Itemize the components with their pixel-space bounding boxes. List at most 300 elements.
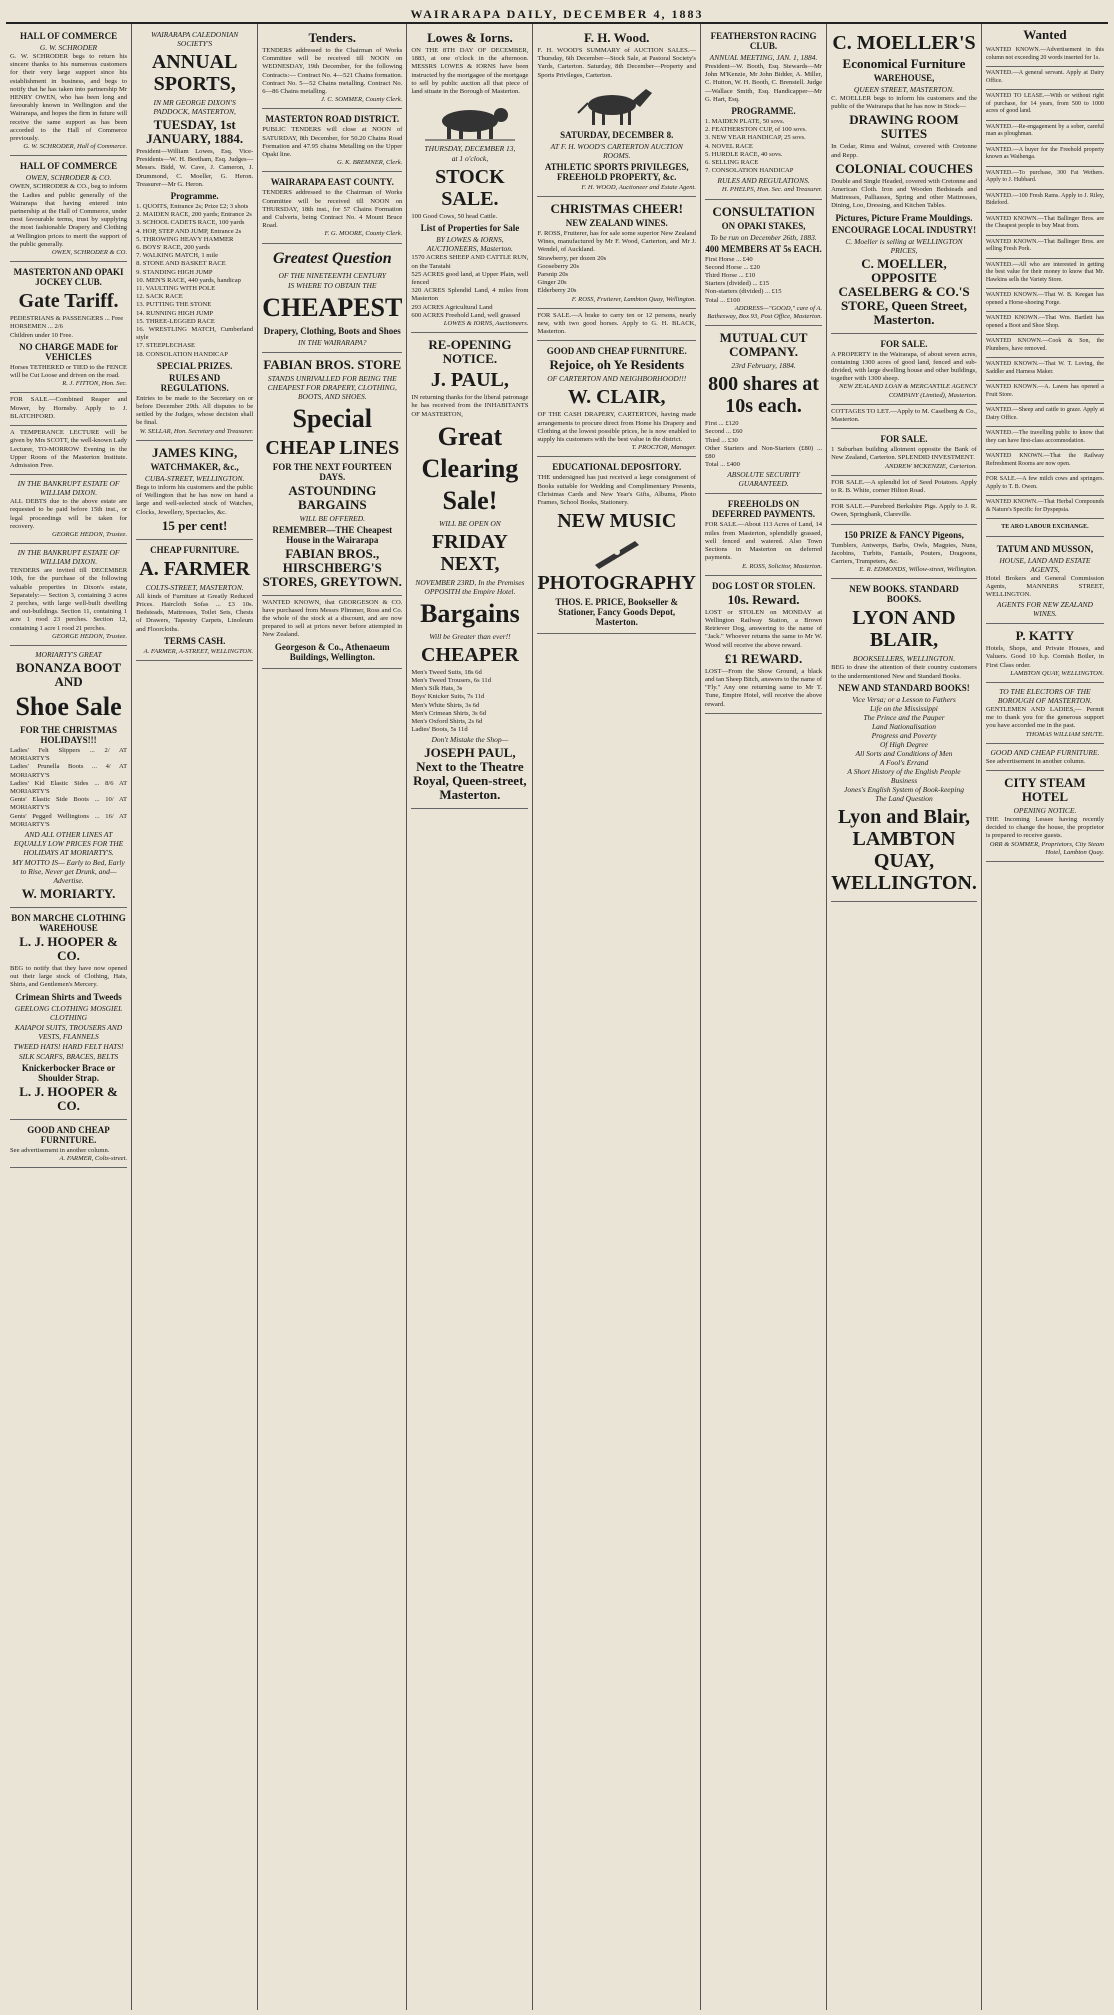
ad-heading: BON MARCHE CLOTHING WAREHOUSE: [11, 912, 126, 933]
ad-heading: MORIARTY'S GREAT: [35, 649, 102, 659]
column-1: [6, 24, 132, 2010]
ad-heading: FEATHERSTON RACING CLUB.: [710, 31, 817, 51]
ad-heading: MASTERTON AND OPAKI JOCKEY CLUB.: [13, 267, 124, 288]
ad-body: FOR SALE.—Purebred Berkshire Pigs. Apply to J. R. Owen, Springbank, Clareville.: [831, 503, 977, 519]
ad-title-large: Special: [292, 403, 372, 433]
column-4: [407, 24, 533, 2010]
rules-title: RULES AND REGULATIONS.: [160, 372, 229, 393]
ad-caledonian-sports: [136, 26, 253, 441]
ad-title: CHEAPER: [421, 643, 519, 666]
wanted-ad: WANTED KNOWN.—That Herbal Compounds & Nature's Specific for Dyspepsia.: [986, 496, 1104, 519]
list-item: Second ... £60: [705, 428, 743, 436]
ad-note: ABSOLUTE SECURITY GUARANTEED.: [727, 470, 800, 489]
list-item: Men's Tweed Trousers, 6s 11d: [411, 677, 492, 685]
ad-line: GEELONG CLOTHING MOSGIEL CLOTHING: [14, 1003, 123, 1022]
list-item: 3. NEW YEAR HANDICAP, 25 sovs.: [705, 134, 806, 142]
ad-heading: IN THE BANKRUPT ESTATE OF WILLIAM DIXON.: [17, 479, 120, 498]
ad-body: A TEMPERANCE LECTURE will be given by Mrs SCOTT, the well-known Lady Lecturer, TO-MORROW Evening in the Upper Room of the Masterton Institute. Admission Free.: [10, 429, 128, 469]
tariff-row: HORSEMEN ... 2/6: [10, 323, 63, 331]
list-item: 2. FEATHERSTON CUP, of 100 sovs.: [705, 126, 807, 134]
ad-note: AND ALL OTHER LINES AT EQUALLY LOW PRICES FOR THE HOLIDAYS AT MORIARTY'S.: [13, 829, 124, 857]
list-item: Ladies' Prunella Boots ... 4/ AT MORIARTY'S: [10, 763, 128, 779]
list-item: 6. BOYS' RACE, 200 yards: [136, 244, 210, 252]
ad-line: SILK SCARFS, BRACES, BELTS: [18, 1051, 119, 1061]
list-item: 7. CONSOLATION HANDICAP: [705, 167, 794, 175]
ad-heading: HALL OF COMMERCE: [19, 161, 118, 172]
list-item: 13. PUTTING THE STONE: [136, 301, 212, 309]
wanted-ad: WANTED.—A buyer for the Freehold property known as Waihenga.: [986, 144, 1104, 167]
ad-title: TATUM AND MUSSON,: [996, 543, 1094, 554]
ad-heading: HALL OF COMMERCE: [19, 31, 118, 41]
ad-title: Rejoice, oh Ye Residents: [549, 357, 685, 373]
column-2: [132, 24, 258, 2010]
list-item: 5. THROWING HEAVY HAMMER: [136, 235, 234, 243]
ad-body: THE Incoming Lessee having recently decided to change the house, the proprietor is prepared to receive guests.: [985, 815, 1104, 840]
ad-body: In Cedar, Rimu and Walnut, covered with Cretonne and Repp.: [831, 143, 977, 159]
ad-body: President—William Lowes, Esq. Vice-Presidents—W. H. Beetham, Esq. Judges—Messrs. Bidd, W. Cave, J. Cameron, J. Drummond, C. Moeller, G. Heron. Treasurer—Mr G. Heron.: [136, 148, 254, 188]
list-item: 10. MEN'S RACE, 440 yards, handicap: [136, 276, 241, 284]
ad-heading: EDUCATIONAL DEPOSITORY.: [552, 462, 682, 473]
ad-headline: 400 MEMBERS AT 5s EACH.: [705, 243, 822, 254]
ad-signature: C. MOELLER, OPPOSITE CASELBERG & CO.'S STORE, Queen Street, Masterton.: [838, 255, 970, 327]
ad-signature: W. MORIARTY.: [21, 885, 116, 901]
ad-heading: JAMES KING,: [152, 444, 238, 460]
ad-signature: NEW ZEALAND LOAN & MERCANTILE AGENCY COMPANY (Limited), Masterton.: [839, 383, 977, 399]
ad-title: LYON AND BLAIR,: [852, 607, 956, 652]
ad-title: ON OPAKI STAKES,: [721, 220, 806, 231]
list-item: Strawberry, per dozen 20s: [537, 254, 607, 262]
ad-title-large: Bargains: [420, 598, 520, 628]
ad-heading: FREEHOLDS ON DEFERRED PAYMENTS.: [712, 499, 816, 520]
ad-body: FOR SALE.—A brake to carry ten or 12 persons, nearly new, with two good horses. Apply to G. H. BLACK, Masterton.: [537, 311, 696, 336]
ad-body: PUBLIC TENDERS will close at NOON of SATURDAY, 8th December, for 50.20 Chains Road Formation and 47.95 chains Metalling on the Upper Opaki line.: [262, 126, 403, 159]
ad-body: LOST or STOLEN on MONDAY at Wellington Railway Station, a Brown Retriever Dog, answering to the name of "Jack." Whoever returns the same to Mr W. Wood will receive the above reward.: [705, 608, 823, 649]
ad-cheap-furniture-ref: [10, 1120, 127, 1168]
list-item: The Land Question: [875, 793, 933, 803]
list-item: Men's Crimean Shirts, 3s 6d: [411, 709, 486, 717]
list-item: Non-starters (divided) ... £15: [705, 288, 782, 296]
sale-date: THURSDAY, DECEMBER 13,: [424, 144, 516, 154]
ad-body: GENTLEMEN AND LADIES,— Permit me to thank you for the generous support you have accorded me in the past.: [985, 705, 1104, 730]
list-item: 1. QUOITS, Entrance 2s; Prize £2; 3 shots: [136, 203, 249, 211]
ad-title: C. MOELLER'S: [832, 32, 976, 54]
ad-subheading: FOR THE CHRISTMAS HOLIDAYS!!!: [20, 724, 117, 745]
ad-body: C. MOELLER begs to inform his customers and the public of the Wairarapa that he has now in Stock—: [831, 95, 977, 111]
ad-hall-of-commerce-1: [10, 26, 127, 156]
ad-title: CITY STEAM HOTEL: [1004, 774, 1086, 804]
ad-bankrupt-1: [10, 475, 127, 544]
ad-subheading: WILL BE OPEN ON: [439, 518, 501, 528]
ad-body: IN returning thanks for the liberal patronage he has received from the INHABITANTS OF MASTERTON,: [411, 394, 529, 418]
ad-heading: GOOD AND CHEAP FURNITURE.: [546, 346, 687, 357]
wanted-ad: WANTED.—The travelling public to know that they can have first-class accommodation.: [986, 427, 1104, 450]
wanted-ad: WANTED KNOWN.—Advertisement in this column not exceeding 20 words inserted for 1s.: [986, 44, 1104, 67]
ad-title: L. J. HOOPER & CO.: [19, 933, 118, 963]
ad-title: NEW MUSIC: [557, 510, 677, 533]
list-item: 7. WALKING MATCH, 1 mile: [136, 252, 219, 260]
ad-tenders-works: [262, 26, 402, 109]
ad-freeholds: [705, 494, 822, 575]
ad-furniture-ref: [986, 744, 1104, 771]
list-item: Starters (divided) ... £15: [705, 280, 770, 288]
ad-body: BEG to draw the attention of their country customers to the undermentioned New and Standard Books.: [831, 664, 977, 680]
ad-title: ATHLETIC SPORTS PRIVILEGES, FREEHOLD PROPERTY, &c.: [544, 161, 689, 182]
ad-signature: G. W. SCHRODER, Hall of Commerce.: [23, 143, 128, 151]
ad-signature: T. PROCTOR, Manager.: [631, 444, 696, 452]
ad-title: J. PAUL,: [430, 369, 509, 392]
ad-bankrupt-2: [10, 544, 127, 646]
ad-signature: LOWES & IORNS, Auctioneers.: [443, 320, 529, 328]
ad-title: NEW AND STANDARD BOOKS!: [838, 682, 970, 693]
ad-line: Knickerbocker Brace or Shoulder Strap.: [21, 1062, 116, 1083]
ad-body: F. ROSS, Fruiterer, has for sale some superior New Zealand Wines, manufactured by Mr F. Wood, Carterton, and Mr J. Wendel, of Auckland.: [537, 230, 696, 254]
list-item: Other Starters and Non-Starters (£80) ... £80: [705, 444, 823, 461]
ad-body: Hotel Brokers and General Commission Agents, MANNERS STREET, WELLINGTON.: [985, 574, 1104, 598]
ad-bon-marche: [10, 908, 127, 1120]
wanted-ad: WANTED.—To purchase, 300 Fat Wethers. Apply to J. Hubbard.: [986, 167, 1104, 190]
list-item: Men's Tweed Suits, 18s 6d: [411, 668, 482, 676]
list-item: 4. HOP, STEP AND JUMP, Entrance 2s: [136, 227, 242, 235]
ad-pigeons: [831, 525, 977, 580]
list-item: 8. STONE AND BASKET RACE: [136, 260, 226, 268]
ad-title: NEW ZEALAND WINES.: [565, 218, 668, 229]
ad-signature: J. C. SOMMER, County Clerk.: [321, 96, 403, 104]
ad-title-large: Shoe Sale: [15, 691, 122, 721]
list-item: 6. SELLING RACE: [705, 159, 759, 167]
ad-title: MUTUAL CUT COMPANY.: [719, 330, 808, 360]
ad-signature: ORR & SOMMER, Proprietors, City Steam Hotel, Lambton Quay.: [989, 840, 1104, 856]
ad-title: BONANZA BOOT AND: [15, 659, 122, 689]
ad-body: COTTAGES TO LET.—Apply to M. Caselberg & Co., Masterton.: [831, 407, 977, 424]
list-item: 2. MAIDEN RACE, 200 yards; Entrance 2s: [136, 211, 252, 219]
list-item: First Horse ... £40: [705, 255, 753, 263]
ad-headline: 800 shares at 10s each.: [708, 373, 819, 418]
ad-signature: FABIAN BROS., HIRSCHBERG'S STORES, GREYTOWN.: [262, 545, 402, 589]
ad-signature: THOS. E. PRICE, Bookseller & Stationer, Fancy Goods Depot, Masterton.: [555, 597, 679, 628]
ad-subheading: COLTS-STREET, MASTERTON.: [145, 582, 244, 592]
list-item: 320 ACRES Splendid Land, 4 miles from Masterton: [411, 287, 529, 303]
list-item: 3. SCHOOL CADETS RACE, 100 yards: [136, 219, 245, 227]
ad-body: Begs to inform his customers and the public of Wellington that he has now on hand a large and well-selected stock of Watches, Clocks, Jewellery, Spectacles, &c.: [136, 483, 254, 516]
ad-heading: Tenders.: [308, 30, 357, 45]
ad-title: CHEAP LINES: [265, 436, 400, 459]
ad-title: A. FARMER: [139, 557, 251, 580]
sale-date: SATURDAY, DECEMBER 8.: [560, 129, 674, 140]
ad-heading: Lowes & Iorns.: [427, 30, 513, 45]
ad-signature: H. PHELPS, Hon. Sec. and Treasurer.: [721, 186, 823, 194]
list-item: Elderberry 20s: [537, 287, 577, 295]
ad-body: President—W. Booth, Esq. Stewards—Mr John M'Kenzie, Mr John Bidder, A. Miller, C. Hutton, W. H. Booth, C. Brenstell. Judge—Wallace Smith, Esq. Handicapper—Mr G. Hart, Esq.: [705, 63, 823, 103]
list-item: Men's Oxford Shirts, 2s 6d: [411, 718, 483, 726]
ad-heading: GOOD AND CHEAP FURNITURE.: [990, 747, 1100, 757]
ad-body: REMEMBER—THE Cheapest House in the Wairarapa: [272, 524, 393, 545]
ad-subheading: C. Moeller is selling at WELLINGTON PRICES,: [845, 236, 963, 255]
ad-subheading: IN MR GEORGE DIXON'S PADDOCK, MASTERTON,: [153, 98, 236, 116]
ad-w-clair: [537, 341, 696, 457]
ad-hall-of-commerce-2: [10, 156, 127, 262]
list-item: First ... £120: [705, 420, 739, 428]
list-item: Second Horse ... £20: [705, 263, 760, 271]
price-list: [411, 669, 528, 735]
ad-subheading: 23rd February, 1884.: [731, 361, 796, 371]
list-item: 11. VAULTING WITH POLE: [136, 285, 216, 293]
ad-heading: FOR SALE.: [880, 338, 928, 349]
wanted-ad: FOR SALE.—A few milch cows and springers. Apply to T. B. Owen.: [986, 473, 1104, 496]
ad-jockey-club: [10, 262, 127, 393]
ad-line: KAIAPOI SUITS, TROUSERS AND VESTS, FLANNELS: [14, 1022, 123, 1041]
ad-subheading: OWEN, SCHRODER & CO.: [25, 173, 112, 183]
ad-subheading: IN THE WAIRARAPA?: [298, 337, 367, 347]
list-item: Ginger 20s: [537, 279, 567, 287]
list-subtitle: BY LOWES & IORNS, AUCTIONEERS, Masterton.: [426, 235, 513, 254]
ad-title: COLONIAL COUCHES: [835, 160, 973, 176]
ad-subheading: QUEEN STREET, MASTERTON.: [853, 85, 955, 94]
ad-body: OF THE CASH DRAPERY, CARTERTON, having made arrangements to procure direct from Home his Drapery and Clothing at the lowest possible prices, he is now enabled to supply his customers with the best value in the district.: [537, 411, 696, 444]
horse-illustration-icon: [572, 83, 662, 127]
paper-name: WAIRARAPA DAILY: [410, 6, 554, 21]
event-date: TUESDAY, 1st JANUARY, 1884.: [146, 117, 244, 146]
issue-date: DECEMBER 4, 1883: [563, 6, 704, 21]
ad-berkshire-pigs: [831, 500, 977, 524]
property-list: [411, 254, 528, 320]
ad-title: Greatest Question: [272, 249, 392, 267]
ad-title: ANNUAL SPORTS,: [151, 51, 238, 95]
ad-title: ASTOUNDING BARGAINS: [288, 482, 377, 512]
ad-title-large: CHEAPEST: [262, 292, 403, 322]
ad-subheading: HOUSE, LAND AND ESTATE AGENTS,: [999, 555, 1091, 574]
list-item: Business: [890, 775, 918, 785]
list-item: Parsnip 20s: [537, 271, 569, 279]
ad-heading: CONSULTATION: [712, 203, 815, 219]
wanted-ad: WANTED.—A general servant. Apply at Dairy Office.: [986, 67, 1104, 90]
list-item: 14. RUNNING HIGH JUMP: [136, 309, 214, 317]
ad-signature: GEORGE HEDON, Trustee.: [52, 632, 128, 640]
wanted-ad: WANTED KNOWN.—That W. T. Loving, the Saddler and Harness Maker.: [986, 358, 1104, 381]
ad-subheading: To be run on December 26th, 1883.: [710, 232, 817, 242]
ad-signature: OWEN, SCHRODER & CO.: [51, 249, 128, 257]
ad-heading: NEW BOOKS. STANDARD BOOKS.: [849, 584, 959, 605]
ad-greatest-question: [262, 244, 402, 353]
book-list: [831, 695, 977, 803]
ad-signature: F. G. MOORE, County Clerk.: [324, 230, 403, 238]
tariff-row: Children under 10 Free.: [10, 331, 73, 339]
ad-title: STOCK SALE.: [435, 166, 505, 211]
ad-georgeson: [262, 596, 402, 669]
ad-signature: THOMAS WILLIAM SHUTE.: [1025, 730, 1104, 738]
ad-title-large: Sale!: [442, 485, 498, 515]
ad-fh-wood: [537, 26, 696, 197]
list-item: 4. NOVEL RACE: [705, 142, 753, 150]
ad-title: W. CLAIR,: [567, 386, 666, 409]
list-item: 16. WRESTLING MATCH, Cumberland style: [136, 326, 254, 342]
wanted-ad: WANTED KNOWN.—That Ballinger Bros. are the Cheapest people to buy Meat from.: [986, 213, 1104, 236]
list-item: Progress and Poverty: [871, 730, 937, 740]
wanted-ad: WANTED.—100 Fresh Rams. Apply to J. Riley, Bideford.: [986, 190, 1104, 213]
list-item: The Prince and the Pauper: [863, 712, 945, 722]
ad-notice: NO CHARGE MADE for VEHICLES: [19, 341, 118, 362]
ad-body: BEG to notify that they have now opened out their large stock of Clothing, Hats, Shirts, and Gentlemen's Mercery.: [10, 964, 128, 989]
ad-motto: MY MOTTO IS— Early to Bed, Early to Rise, Never get Drunk, and—Advertise.: [12, 857, 125, 885]
ad-subheading: WAREHOUSE,: [873, 73, 935, 83]
race-list: [705, 118, 822, 175]
ad-signature: Lyon and Blair, LAMBTON QUAY, WELLINGTON.: [831, 805, 977, 894]
ad-signature: ADDRESS—"GOOD," care of A. Bathesway, Box 93, Post Office, Masterton.: [707, 304, 823, 321]
ad-seed-potatoes: [831, 476, 977, 500]
column-8: [982, 24, 1108, 2010]
ad-line: TWEED HATS! HARD FELT HATS!: [13, 1041, 124, 1051]
ad-title: Gate Tariff.: [18, 290, 119, 313]
ad-body: See advertisement in another column.: [985, 757, 1086, 765]
ad-signature: W. SELLAR, Hon. Secretary and Treasurer.: [139, 427, 254, 435]
prize-list: [705, 420, 822, 461]
list-item: Gooseberry 20s: [537, 262, 580, 270]
prize-total: Total ... £100: [705, 296, 740, 304]
ad-line: Crimean Shirts and Tweeds: [15, 991, 122, 1002]
list-item: 17. STEEPLECHASE: [136, 342, 196, 350]
ad-body: FOR SALE.—A splendid lot of Seed Potatoes. Apply to R. B. White, corner Hilton Road.: [831, 478, 977, 495]
cattle-illustration-icon: [425, 99, 515, 141]
list-item: 525 ACRES good land, at Upper Plain, well fenced: [411, 270, 529, 287]
ad-note: AGENTS FOR NEW ZEALAND WINES.: [996, 600, 1093, 619]
list-item: Third ... £30: [705, 436, 738, 444]
wanted-ad: TE ARO LABOUR EXCHANGE.: [986, 521, 1104, 537]
ad-subheading: WILL BE OFFERED.: [299, 513, 366, 523]
ad-moeller: [831, 26, 977, 334]
ad-consultation: [705, 200, 822, 327]
ad-body: LOST—From the Show Ground, a black and tan Sheep Bitch, answers to the name of "Fly." Any one returning same to Mr T. Tune, Empire Hotel, will receive the above reward.: [705, 667, 823, 708]
list-item: Ladies' Kid Elastic Sides ... 8/6 AT MORIARTY'S: [10, 779, 128, 795]
ad-body: WANTED KNOWN, that GEORGESON & CO. have purchased from Messrs Plimmer, Ross and Co. the whole of the stock at a discount, and are now prepared to sell at prices never before attempted in New Zealand.: [262, 598, 403, 639]
list-title: List of Properties for Sale: [420, 223, 520, 234]
ad-heading: RE-OPENING NOTICE.: [428, 337, 512, 367]
ad-title: PHOTOGRAPHY: [537, 572, 696, 595]
ad-body: ON THE 8TH DAY OF DECEMBER, 1883, at one o'clock in the afternoon. MESSRS LOWES & IORNS have been instructed by the mortgagee of the mortgage to sell by public auction all that piece of land situate in the Borough of Masterton.: [411, 47, 529, 96]
programme-title: PROGRAMME.: [731, 106, 796, 117]
ad-signature: R. J. FITTON, Hon. Sec.: [62, 380, 128, 388]
ad-christmas-cheer: [537, 197, 696, 309]
ad-body: Drapery, Clothing, Boots and Shoes: [263, 325, 401, 336]
ad-heading: WAIRARAPA EAST COUNTY.: [270, 177, 394, 188]
wanted-ad: WANTED.—All who are interested in getting the best value for their money to know that Mr. Hawkins sells the Variety Store.: [986, 259, 1104, 290]
ad-east-county: [262, 172, 402, 243]
column-7: [827, 24, 982, 2010]
ad-heading: F. H. Wood.: [584, 30, 650, 45]
tariff-row: PEDESTRIANS & PASSENGERS ... Free: [10, 315, 124, 323]
wine-list: [537, 255, 696, 296]
list-item: Third Horse ... £10: [705, 272, 756, 280]
ad-signature: E. ROSS, Solicitor, Masterton.: [742, 562, 823, 570]
ad-lowes-iorns: [411, 26, 528, 333]
wanted-column-heading: Wanted: [1023, 27, 1067, 42]
column-3: [258, 24, 407, 2010]
ad-cottages: [831, 405, 977, 429]
list-item: 293 ACRES Agricultural Land: [411, 303, 493, 311]
ad-body: All kinds of Furniture at Greatly Reduced Prices. Haircloth Sofas ... £3 10s. Bedsteads, Mattresses, Toilet Sets, Chests of Drawers, Tapestry Carpets, Linoleum and Floorcloths.: [136, 592, 254, 633]
ad-cheap-furniture: [136, 540, 253, 661]
ad-property-for-sale: [831, 334, 977, 405]
ad-body: TENDERS are invited till DECEMBER 10th, for the purchase of the following valuable properties in Dixon's estate, Separately:— Section 3, containing 3 acres 2 perches, with large well-built dwelling and out-buildings. Section 11, containing 1 acre 1 rood 23 perches. Section 12, containing 1 acre 1 rood 21 perches.: [10, 567, 128, 632]
ad-title: P. KATTY: [1015, 628, 1075, 644]
list-item: A Short History of the English People: [847, 766, 961, 776]
ad-electors: [986, 683, 1104, 744]
ad-body: STANDS UNRIVALLED FOR BEING THE CHEAPEST FOR DRAPERY, CLOTHING, BOOTS, AND SHOES.: [267, 373, 397, 401]
ad-note: Don't Mistake the Shop—: [431, 735, 509, 745]
ad-brake-sale: [537, 309, 696, 342]
list-item: Boys' Knicker Suits, 7s 11d: [411, 693, 485, 701]
list-item: 5. HURDLE RACE, 40 sovs.: [705, 150, 783, 158]
masthead-right-rule: [1104, 8, 1108, 20]
ad-body: Horses TETHERED or TIED to the FENCE will be Cut Loose and driven on the road.: [10, 363, 128, 380]
ad-signature: Georgeson & Co., Athenaeum Buildings, Wellington.: [274, 641, 390, 662]
ad-subheading: G. W. SCHRODER: [39, 43, 98, 52]
list-item: Vice Versa; or a Lesson to Fathers: [852, 694, 956, 704]
ad-subheading: BOOKSELLERS, WELLINGTON.: [852, 654, 956, 664]
column-6: [701, 24, 827, 2010]
ad-heading: CHEAP FURNITURE.: [150, 544, 240, 555]
ad-subheading: OF THE NINETEENTH CENTURY: [278, 270, 387, 280]
ad-heading: IN THE BANKRUPT ESTATE OF WILLIAM DIXON.: [17, 548, 120, 567]
ad-title: DRAWING ROOM SUITES: [849, 112, 959, 142]
list-item: Life on the Mississippi: [870, 703, 938, 713]
ad-body: NOVEMBER 23RD, In the Premises OPPOSITH the Empire Hotel.: [415, 577, 525, 596]
prize-total: Total ... £400: [705, 461, 740, 469]
list-item: All Sorts and Conditions of Men: [855, 748, 953, 758]
ad-signature: F. ROSS, Fruiterer, Lambton Quay, Wellington.: [571, 295, 696, 303]
masthead-title: WAIRARAPA DAILY, DECEMBER 4, 1883: [410, 6, 704, 21]
event-list: [136, 203, 253, 359]
ad-subheading: CUBA-STREET, WELLINGTON.: [144, 473, 245, 483]
ad-fabian-bros: [262, 353, 402, 596]
list-item: Gents' Pegged Wellingtons ... 16/ AT MORIARTY'S: [10, 812, 128, 828]
ad-heading: WAIRARAPA CALEDONIAN SOCIETY'S: [150, 30, 239, 48]
price-list: [10, 747, 127, 829]
list-item: Of High Degree: [879, 739, 929, 749]
ad-title: ENCOURAGE LOCAL INDUSTRY!: [831, 224, 977, 235]
ad-title: Pictures, Picture Frame Mouldings.: [835, 212, 973, 223]
ad-subheading: AT F. H. WOOD'S CARTERTON AUCTION ROOMS.: [550, 141, 683, 160]
ad-title: Economical Furniture: [842, 56, 966, 71]
ad-moriarty: [10, 646, 127, 908]
ad-dog-lost: [705, 576, 822, 714]
ad-reaper-sale: [10, 393, 127, 426]
list-item: Men's White Shirts, 3s 6d: [411, 701, 480, 709]
ad-terms: TERMS CASH.: [163, 635, 226, 646]
ad-signature: E. R. EDMONDS, Willow-street, Wellington.: [859, 566, 977, 574]
ad-heading: MASTERTON ROAD DISTRICT.: [265, 114, 400, 125]
ad-signature: LAMBTON QUAY, WELLINGTON.: [1010, 669, 1104, 677]
ad-heading: FABIAN BROS. STORE: [263, 356, 402, 372]
ad-title: 150 PRIZE & FANCY Pigeons,: [844, 529, 964, 540]
ad-title: WATCHMAKER, &c.,: [150, 461, 239, 472]
rules-title: RULES AND REGULATIONS.: [717, 176, 810, 186]
masthead: [6, 6, 1108, 24]
ad-subheading: FOR THE NEXT FOURTEEN DAYS.: [272, 461, 392, 482]
list-item: 18. CONSOLATION HANDICAP: [136, 350, 228, 358]
ad-subheading: OF CARTERTON AND NEIGHBORHOOD!!!: [547, 374, 687, 384]
wanted-ad: WANTED KNOWN.—That the Railway Refreshment Rooms are now open.: [986, 450, 1104, 473]
ad-body: ALL DEBTS due to the above estate are requested to be paid before 15th inst., or legal proceedings will be taken for recovery.: [10, 498, 128, 530]
ad-temperance: [10, 426, 127, 475]
list-item: A Fool's Errand: [879, 757, 929, 767]
ad-lyon-blair: [831, 579, 977, 901]
ad-body: IS WHERE TO OBTAIN THE: [288, 280, 377, 290]
ad-subheading: Will be Greater than ever!!: [429, 631, 511, 641]
ad-title: £1 REWARD.: [724, 650, 803, 666]
wanted-ad: WANTED.—Re-engagement by a sober, careful man as ploughman.: [986, 121, 1104, 144]
wanted-ad: WANTED KNOWN.—A. Lawes has opened a Fruit Store.: [986, 381, 1104, 404]
ad-body: A PROPERTY in the Wairarapa, of about seven acres, containing 1300 acres of good land, fenced and sub-divided, with large dwelling house and other buildings, together with 1300 sheep.: [831, 350, 977, 383]
ad-heading: DOG LOST OR STOLEN.: [711, 580, 816, 591]
